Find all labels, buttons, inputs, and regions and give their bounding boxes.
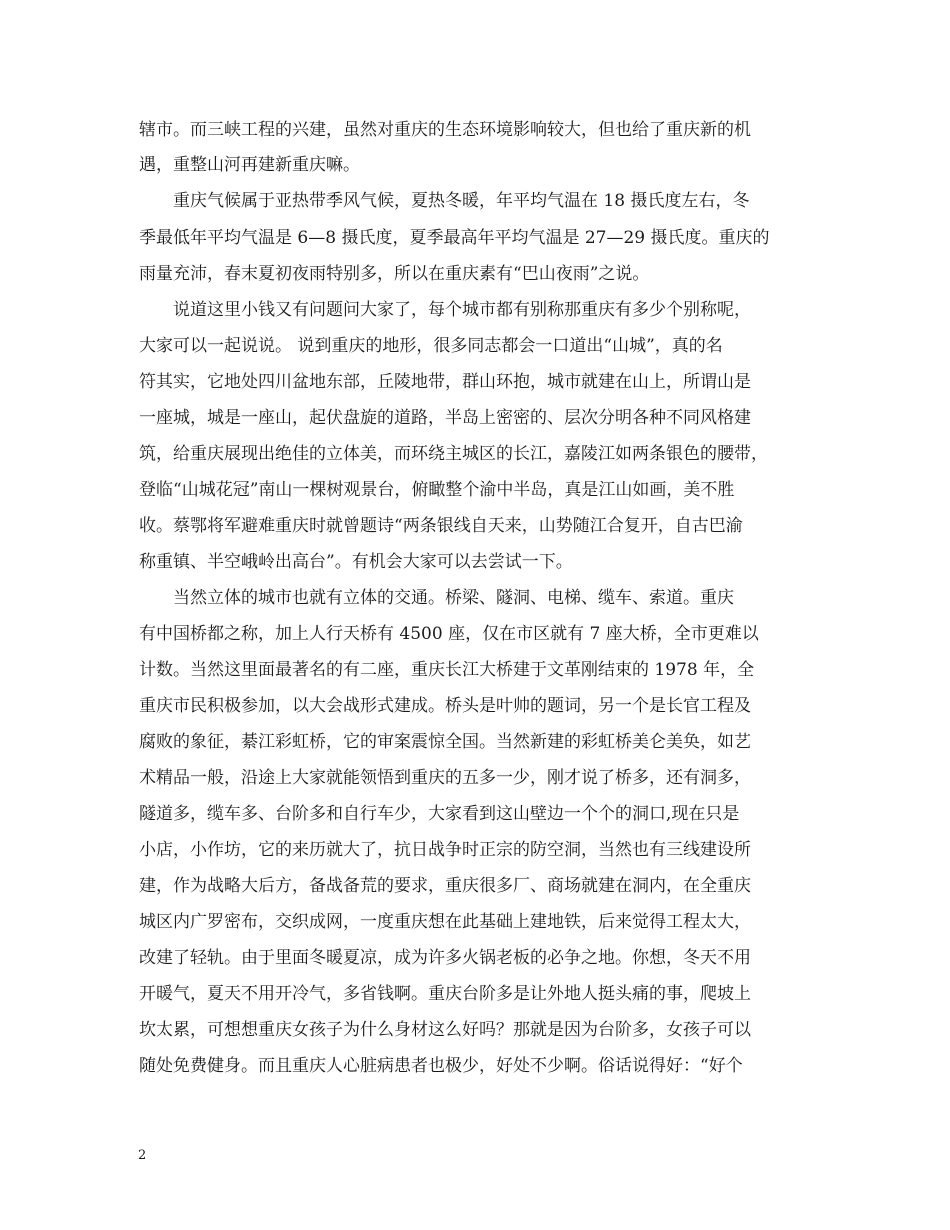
text-line: 隧道多，缆车多、台阶多和自行车少，大家看到这山壁边一个个的洞口,现在只是	[139, 804, 740, 824]
text-line: 重庆气候属于亚热带季风气候，夏热冬暖，年平均气温在 18 摄氏度左右，冬	[139, 191, 750, 211]
page-number: 2	[138, 1148, 147, 1163]
text-line: 符其实，它地处四川盆地东部，丘陵地带，群山环抱，城市就建在山上，所谓山是	[139, 372, 751, 392]
text-line: 坎太累，可想想重庆女孩子为什么身材这么好吗？那就是因为台阶多，女孩子可以	[139, 1020, 751, 1040]
text-line: 腐败的象征，綦江彩虹桥，它的审案震惊全国。当然新建的彩虹桥美仑美奂，如艺	[139, 732, 751, 752]
text-line: 术精品一般，沿途上大家就能领悟到重庆的五多一少，刚才说了桥多，还有洞多，	[139, 768, 751, 788]
text-line: 收。蔡鄂将军避难重庆时就曾题诗“两条银线自天来，山势随江合复开，自古巴渝	[139, 516, 743, 536]
text-line: 一座城，城是一座山，起伏盘旋的道路，半岛上密密的、层次分明各种不同风格建	[139, 408, 751, 428]
text-line: 遇，重整山河再建新重庆嘛。	[139, 155, 360, 175]
text-line: 大家可以一起说说。 说到重庆的地形，很多同志都会一口道出“山城”，真的名	[139, 336, 723, 356]
text-line: 筑，给重庆展现出绝佳的立体美，而环绕主城区的长江，嘉陵江如两条银色的腰带，	[139, 444, 768, 464]
text-line: 计数。当然这里面最著名的有二座，重庆长江大桥建于文革刚结束的 1978 年，全	[139, 660, 755, 680]
text-line: 改建了轻轨。由于里面冬暖夏凉，成为许多火锅老板的必争之地。你想，冬天不用	[139, 948, 751, 968]
text-line: 城区内广罗密布，交织成网，一度重庆想在此基础上建地铁，后来觉得工程太大，	[139, 912, 751, 932]
text-line: 登临“山城花冠”南山一棵树观景台，俯瞰整个渝中半岛，真是江山如画，美不胜	[139, 480, 735, 500]
text-line: 重庆市民积极参加，以大会战形式建成。桥头是叶帅的题词，另一个是长官工程及	[139, 696, 751, 716]
text-line: 小店，小作坊，它的来历就大了，抗日战争时正宗的防空洞，当然也有三线建设所	[139, 840, 751, 860]
text-line: 雨量充沛，春末夏初夜雨特别多，所以在重庆素有“巴山夜雨”之说。	[139, 264, 650, 284]
text-line: 有中国桥都之称，加上人行天桥有 4500 座，仅在市区就有 7 座大桥，全市更难以	[139, 624, 759, 644]
text-line: 当然立体的城市也就有立体的交通。桥梁、隧洞、电梯、缆车、索道。重庆	[139, 588, 734, 608]
text-line: 季最低年平均气温是 6—8 摄氏度，夏季最高年平均气温是 27—29 摄氏度。重庆的	[139, 228, 770, 248]
text-line: 称重镇、半空峨岭出高台”。有机会大家可以去尝试一下。	[139, 552, 573, 572]
text-line: 随处免费健身。而且重庆人心脏病患者也极少，好处不少啊。俗话说得好：“好个	[139, 1056, 743, 1076]
text-line: 建，作为战略大后方，备战备荒的要求，重庆很多厂、商场就建在洞内，在全重庆	[139, 876, 751, 896]
text-line: 说道这里小钱又有问题问大家了，每个城市都有别称那重庆有多少个别称呢，	[139, 300, 751, 320]
text-line: 开暖气，夏天不用开冷气，多省钱啊。重庆台阶多是让外地人挺头痛的事，爬坡上	[139, 984, 751, 1004]
text-line: 辖市。而三峡工程的兴建，虽然对重庆的生态环境影响较大，但也给了重庆新的机	[139, 120, 751, 140]
